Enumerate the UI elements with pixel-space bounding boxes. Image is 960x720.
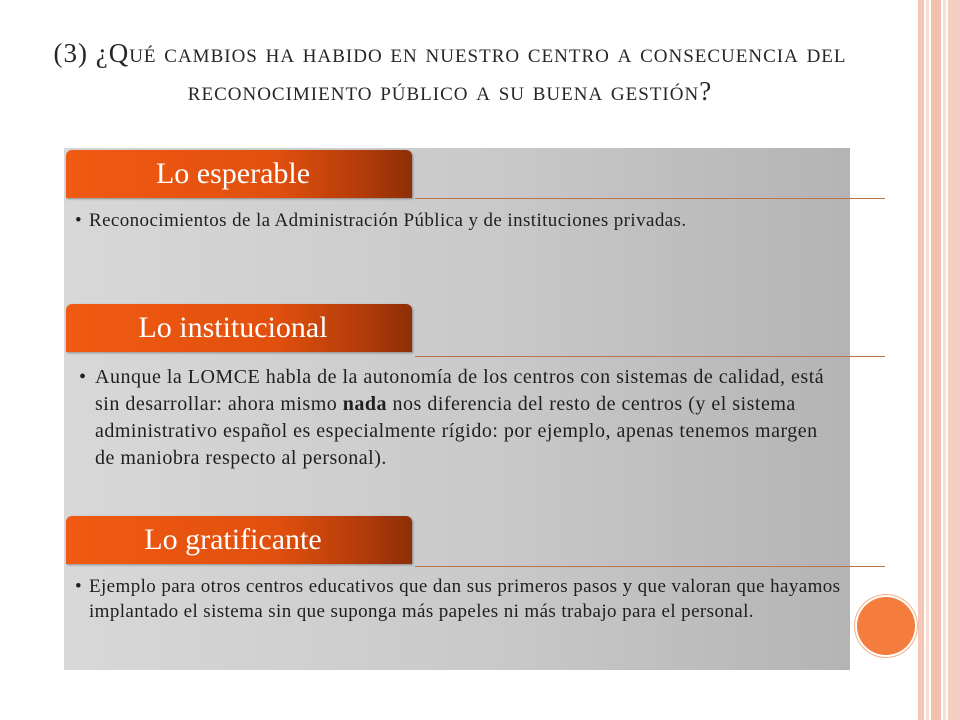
section-text-gratificante [75,574,849,624]
bullet-icon: • [79,366,87,388]
bullet-icon: • [75,210,83,231]
section-label-institucional [66,304,412,352]
section-label-text: Lo esperable [155,157,311,190]
section-divider [415,356,885,357]
section-text-institucional [79,364,835,472]
bullet-text: Reconocimientos de la Administración Pública y de instituciones privadas. [89,210,687,231]
decorative-stripe [918,0,924,720]
decorative-stripe [926,0,929,720]
decorative-stripe [943,0,946,720]
section-label-esperable [66,150,412,198]
bullet-text-part: Aunque la LOMCE habla de la autonomía de los centros con sistemas de calidad, está sin desarrollar: ahora mismo [95,366,825,415]
bullet-icon: • [75,576,83,597]
decorative-stripe [931,0,941,720]
decorative-stripe [948,0,960,720]
bullet-text-part: nos diferencia del resto de centros (y el sistema administrativo español es especialmente rígido: por ejemplo, apenas tenemos margen de maniobra respecto al personal). [95,393,818,469]
section-text-esperable [75,208,849,233]
section-label-text: Lo institucional [138,311,328,344]
slide-title: (3) ¿Qué cambios ha habido en nuestro centro a consecuencia del reconocimiento público a su buena gestión? [53,38,847,106]
bullet-text-emphasis: nada [342,393,388,415]
decorative-circle [857,597,915,655]
section-label-gratificante [66,516,412,564]
section-divider [415,566,885,567]
section-label-text: Lo gratificante [144,523,322,556]
section-divider [415,198,885,199]
bullet-text: Ejemplo para otros centros educativos que dan sus primeros pasos y que valoran que hayamos implantado el sistema sin que suponga más papeles ni más trabajo para el personal. [89,576,841,622]
